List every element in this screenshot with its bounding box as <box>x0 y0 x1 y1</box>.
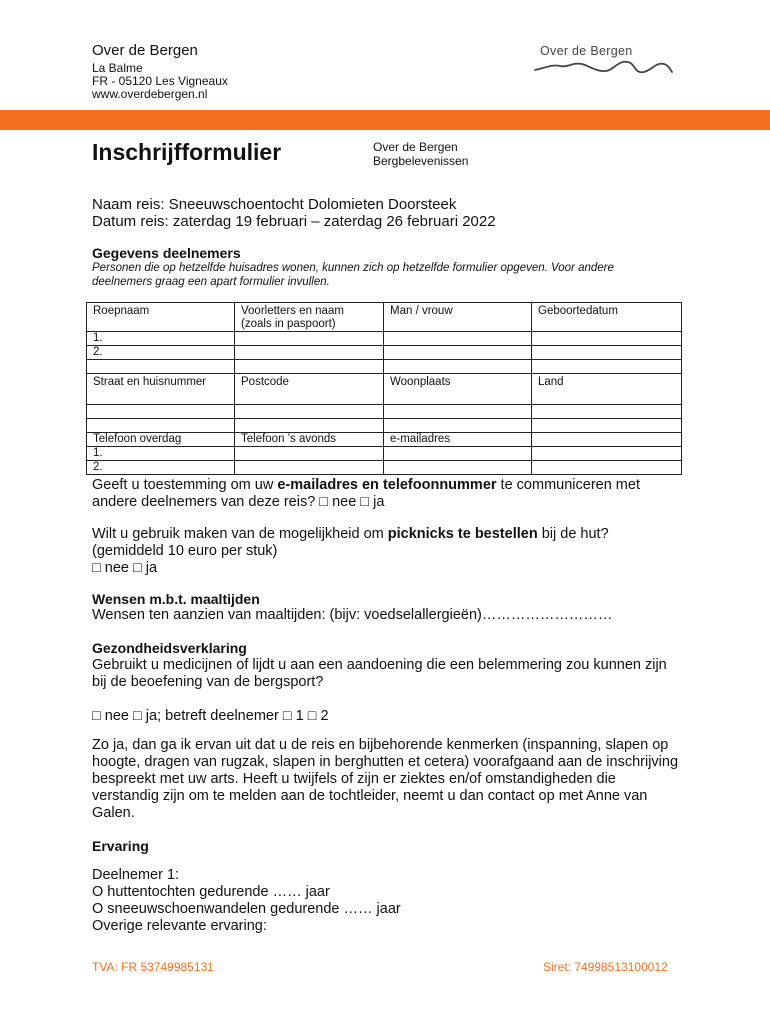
company-logo <box>530 42 675 82</box>
table-cell[interactable] <box>532 447 682 461</box>
experience-snowshoe-option[interactable]: O sneeuwschoenwandelen gedurende …… jaar <box>92 901 401 917</box>
table-cell[interactable] <box>235 419 384 433</box>
participant-table <box>86 302 682 475</box>
mountain-ridge-icon <box>530 42 675 82</box>
table-cell: e-mailadres <box>384 433 532 447</box>
table-cell[interactable] <box>532 332 682 346</box>
address-line-2: FR - 05120 Les Vigneaux <box>92 74 228 88</box>
table-cell[interactable] <box>87 360 235 374</box>
table-cell[interactable] <box>384 461 532 475</box>
table-cell[interactable] <box>532 405 682 419</box>
table-cell[interactable]: 2. <box>87 461 235 475</box>
table-row <box>87 374 682 405</box>
table-row[interactable] <box>87 461 682 475</box>
table-cell: Postcode <box>235 374 384 405</box>
health-options[interactable]: □ nee □ ja; betreft deelnemer □ 1 □ 2 <box>92 708 329 724</box>
table-cell[interactable] <box>235 346 384 360</box>
table-cell: Voorletters en naam (zoals in paspoort) <box>235 303 384 332</box>
experience-other: Overige relevante ervaring: <box>92 918 267 934</box>
picnic-price: (gemiddeld 10 euro per stuk) <box>92 543 278 559</box>
footer-siret: Siret: 74998513100012 <box>543 960 668 974</box>
experience-heading: Ervaring <box>92 838 149 854</box>
health-statement: Zo ja, dan ga ik ervan uit dat u de reis en bijbehorende kenmerken (inspanning, slapen op hoogte, dragen van rugzak, slapen in berghutten et cetera) voorafgaand aan de inschrijving bespreekt met uw arts. Heeft u twijfels of zijn er ziektes en/of omstandigheden die verstandig zijn om te melden aan de tochtleider, neemt u dan contact op met Anne van Galen. <box>92 737 679 821</box>
table-cell: Geboortedatum <box>532 303 682 332</box>
company-name: Over de Bergen <box>92 42 198 59</box>
table-row[interactable] <box>87 346 682 360</box>
experience-participant: Deelnemer 1: <box>92 867 180 883</box>
table-cell[interactable] <box>384 332 532 346</box>
experience-hut-option[interactable]: O huttentochten gedurende …… jaar <box>92 884 330 900</box>
table-cell[interactable] <box>532 461 682 475</box>
page-title: Inschrijfformulier <box>92 139 282 165</box>
table-cell: Telefoon overdag <box>87 433 235 447</box>
meals-heading: Wensen m.b.t. maaltijden <box>92 591 260 607</box>
health-heading: Gezondheidsverklaring <box>92 640 247 656</box>
subtitle-company: Over de Bergen <box>373 140 458 154</box>
table-cell[interactable] <box>235 447 384 461</box>
table-cell: Land <box>532 374 682 405</box>
subtitle-tagline: Bergbelevenissen <box>373 154 469 168</box>
table-cell: Man / vrouw <box>384 303 532 332</box>
participants-heading: Gegevens deelnemers <box>92 245 241 261</box>
header-accent-bar <box>0 110 770 130</box>
table-cell[interactable] <box>235 461 384 475</box>
table-cell[interactable] <box>87 405 235 419</box>
picnic-question: Wilt u gebruik maken van de mogelijkheid om picknicks te bestellen bij de hut? <box>92 526 609 542</box>
table-cell[interactable]: 1. <box>87 447 235 461</box>
table-cell[interactable] <box>235 332 384 346</box>
logo-text: Over de Bergen <box>540 44 633 58</box>
meals-text: Wensen ten aanzien van maaltijden: (bijv: voedselallergieën)……………………… <box>92 607 613 623</box>
table-row <box>87 433 682 447</box>
table-cell <box>532 433 682 447</box>
table-row[interactable] <box>87 405 682 419</box>
address-line-1: La Balme <box>92 61 143 75</box>
table-row[interactable] <box>87 332 682 346</box>
website-link[interactable]: www.overdebergen.nl <box>92 87 208 101</box>
trip-date: Datum reis: zaterdag 19 februari – zaterdag 26 februari 2022 <box>92 213 496 230</box>
table-cell: Straat en huisnummer <box>87 374 235 405</box>
table-cell[interactable] <box>87 419 235 433</box>
table-cell[interactable]: 1. <box>87 332 235 346</box>
table-cell[interactable] <box>235 405 384 419</box>
consent-question: Geeft u toestemming om uw e-mailadres en telefoonnummer te communiceren met andere deelnemers van deze reis? □ nee □ ja <box>92 477 640 510</box>
table-cell[interactable] <box>532 346 682 360</box>
trip-name: Naam reis: Sneeuwschoentocht Dolomieten Doorsteek <box>92 196 457 213</box>
participants-note: Personen die op hetzelfde huisadres wonen, kunnen zich op hetzelfde formulier opgeven. Voor andere deelnemers graag een apart formulier invullen. <box>92 262 614 288</box>
footer-vat: TVA: FR 53749985131 <box>92 960 214 974</box>
table-row[interactable] <box>87 360 682 374</box>
table-cell[interactable] <box>532 360 682 374</box>
table-cell: Woonplaats <box>384 374 532 405</box>
table-cell[interactable]: 2. <box>87 346 235 360</box>
table-row[interactable] <box>87 419 682 433</box>
table-cell[interactable] <box>532 419 682 433</box>
table-cell[interactable] <box>384 346 532 360</box>
table-row <box>87 303 682 332</box>
health-question: Gebruikt u medicijnen of lijdt u aan een aandoening die een belemmering zou kunnen zijn bij de beoefening van de bergsport? <box>92 657 667 690</box>
table-cell[interactable] <box>384 405 532 419</box>
picnic-options[interactable]: □ nee □ ja <box>92 560 158 576</box>
table-cell[interactable] <box>384 360 532 374</box>
table-cell: Telefoon ’s avonds <box>235 433 384 447</box>
table-cell[interactable] <box>384 419 532 433</box>
table-cell[interactable] <box>235 360 384 374</box>
table-cell[interactable] <box>384 447 532 461</box>
table-cell: Roepnaam <box>87 303 235 332</box>
table-row[interactable] <box>87 447 682 461</box>
